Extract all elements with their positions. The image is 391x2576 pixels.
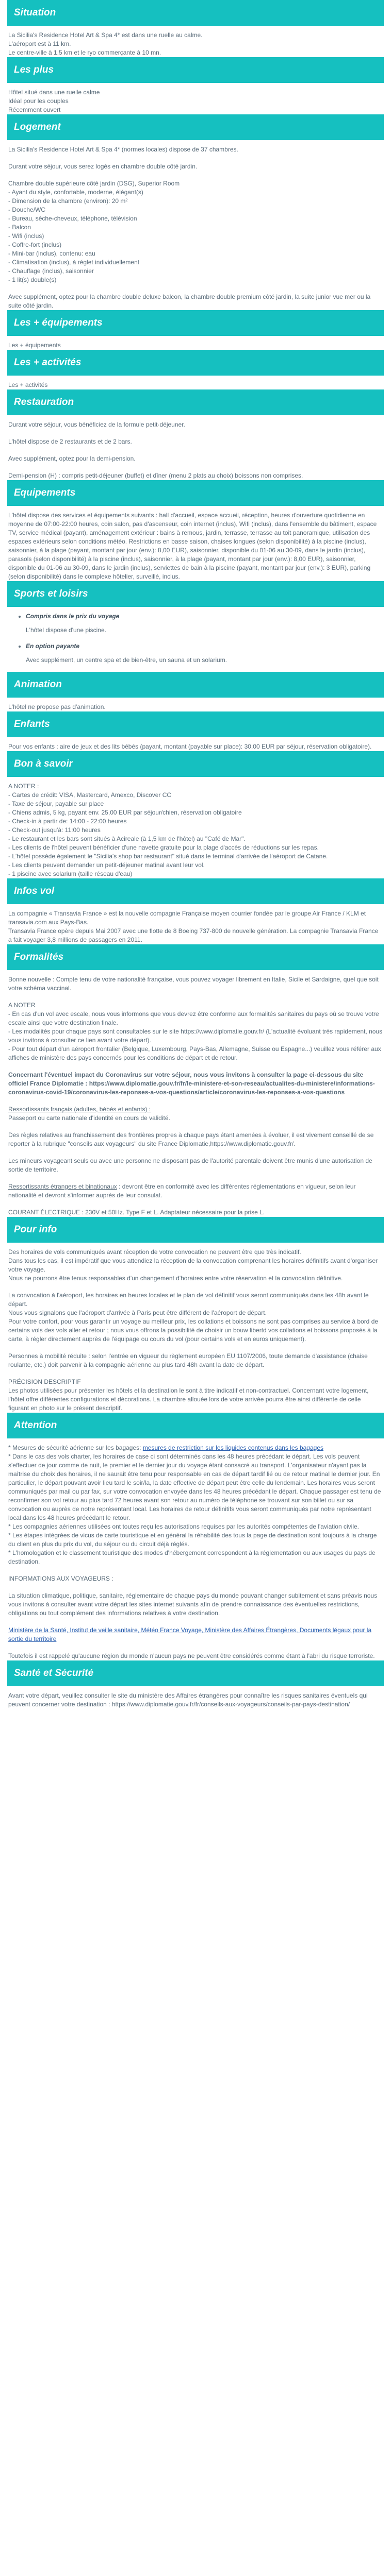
section-header-sante-et-securite: Santé et Sécurité	[7, 1660, 384, 1686]
section-infos-vol-text: Transavia France opère depuis Mai 2007 avec une flotte de 8 Boeing 737-800 de nouvelle génération. La compagnie Transavia France a fait voyager 3,8 millions de passagers en 2011.	[8, 927, 379, 943]
section-restauration-text: Demi-pension (H) : compris petit-déjeuner (buffet) et dîner (menu 2 plats au choix) boissons non comprises.	[8, 472, 303, 479]
section-bon-a-savoir-text: - L'hôtel possède également le "Sicilia's shop bar restaurant" situé dans le terminal d'arrivée de l'aéroport de Catane.	[8, 853, 328, 860]
section-situation-text: Le centre-ville à 1,5 km et le ryo commerçante à 10 mn.	[8, 49, 161, 56]
section-situation	[7, 0, 384, 57]
section-bon-a-savoir-text: A NOTER :	[8, 783, 39, 790]
section-attention-text: * Les étapes intégrées de vicus de carte touristique et en général la réhabilité des tous la page de destination sont toujours à la charge du client en plus du prix du vol, du séjour ou du circuit déjà réglés.	[8, 1532, 377, 1548]
section-animation-text: L'hôtel ne propose pas d'animation.	[8, 703, 106, 710]
section-bon-a-savoir-text: - Check-out jusqu'à: 11:00 heures	[8, 826, 101, 834]
section-formalites-text: Ressortissants français (adultes, bébés et enfants) :	[8, 1106, 151, 1113]
info-link[interactable]: Ministère de la Santé, Institut de veille sanitaire, Météo France Voyage, Ministère des Affaires Étrangères, Documents légaux pour la sortie du territoire	[8, 1626, 372, 1642]
section-header-les-plus: Les plus	[7, 57, 384, 83]
section-header-sports-et-loisirs: Sports et loisirs	[7, 581, 384, 607]
section-formalites-text: Concernant l'éventuel impact du Coronavirus sur votre séjour, nous vous invitons à consulter la page ci-dessous du site officiel France Diplomatie : https://www.diplomatie.gouv.fr/fr/le-ministere-et-son-reseau/actualites-du-ministere/informations-coronavirus-covid-19/coronavirus-les-reponses-a-vos-questions/article/coronavirus-les-reponses-a-vos-questions	[8, 1071, 375, 1096]
section-attention-text[interactable]: * Mesures de sécurité aérienne sur les bagages: mesures de restriction sur les liquides contenus dans les bagages	[8, 1444, 324, 1451]
section-les-plus-text: Hôtel situé dans une ruelle calme	[8, 89, 100, 96]
section-logement-text: - Mini-bar (inclus), contenu: eau	[8, 250, 95, 257]
section-enfants	[7, 711, 384, 751]
section-equipements	[7, 480, 384, 581]
section-les-equipements-text: Les + équipements	[8, 342, 61, 349]
section-logement-text: La Sicilia's Residence Hotel Art & Spa 4* (normes locales) dispose de 37 chambres.	[8, 146, 238, 153]
section-les-activites	[7, 350, 384, 389]
section-bon-a-savoir-text: - Le restaurant et les bars sont situés à Acireale (à 1,5 km de l'hôtel) au "Café de Mar".	[8, 835, 246, 842]
section-attention-text: Toutefois il est rappelé qu'aucune région du monde n'aucun pays ne peuvent être considérés comme étant à l'abri du risque terroriste.	[8, 1652, 375, 1659]
section-header-logement: Logement	[7, 114, 384, 140]
section-pour-info-text: Des horaires de vols communiqués avant réception de votre convocation ne peuvent être que très indicatif.	[8, 1248, 301, 1256]
list-item-label: • Compris dans le prix du voyage	[26, 613, 120, 620]
section-header-situation: Situation	[7, 0, 384, 26]
section-header-infos-vol: Infos vol	[7, 878, 384, 904]
section-attention-text: * L'homologation et le classement touristique des modes d'hébergement correspondent à la réglementation ou aux usages du pays de destination.	[8, 1549, 376, 1565]
section-restauration	[7, 389, 384, 480]
section-logement-text: - Balcon	[8, 224, 31, 231]
section-les-plus	[7, 57, 384, 114]
section-restauration-text: Avec supplément, optez pour la demi-pension.	[8, 455, 136, 462]
section-logement-text: - 1 lit(s) double(s)	[8, 276, 57, 283]
section-bon-a-savoir-text: - Taxe de séjour, payable sur place	[8, 800, 104, 807]
section-attention-text: * Dans le cas des vols charter, les horaires de case ci sont déterminés dans les 48 heures précédant le départ. Les vols peuvent s'effectuer de jour comme de nuit, le premier et le dernier jour du voyage étant consacré au transport. L'organisateur n'ayant pas la maîtrise du choix des horaires, il ne saurait être tenu pour responsable en cas de départ tardif lié ou de retour matinal le dernier jour. En particulier, le départ pouvant avoir lieu tard le soir/la, la date effective de départ peut être celle du lendemain. Les horaires vous seront communiqués par mail ou par fax, sur votre convocation envoyée dans les 48 heures précédant le départ. Chaque passager est tenu de reconfirmer son vol retour au plus tard 72 heures avant son retour au numéro de téléphone se trouvant sur son billet ou sur sa convocation ou auprès de notre représentant local. Les horaires de retour définitifs vous seront communiqués par notre représentant local dans les 48 heures précédant le retour.	[8, 1453, 381, 1521]
section-attention-text[interactable]	[7, 1626, 384, 1643]
section-animation	[7, 672, 384, 711]
list-item	[26, 642, 384, 665]
section-logement-text: - Chauffage (inclus), saisonnier	[8, 267, 94, 275]
section-logement-text: - Dimension de la chambre (environ): 20 m²	[8, 197, 128, 205]
section-formalites-text: - Pour tout départ d'un aéroport frontalier (Belgique, Luxembourg, Pays-Bas, Allemagne, Suisse ou Espagne...) veuillez vous référer aux affiches de ministère des pays concernés pour les conditions de départ et de retour.	[8, 1045, 381, 1061]
section-bon-a-savoir-text: - Cartes de crédit: VISA, Mastercard, Amexco, Discover CC	[8, 791, 172, 799]
section-sante-et-securite	[7, 1660, 384, 1709]
section-header-les-activites: Les + activités	[7, 350, 384, 376]
section-header-restauration: Restauration	[7, 389, 384, 415]
section-logement-text: - Wifi (inclus)	[8, 232, 44, 240]
section-equipements-text: L'hôtel dispose des services et équipements suivants : hall d'accueil, espace accueil, réception, heures d'ouverture quotidienne en moyenne de 07:00-22:00 heures, coin salon, pas d'ascenseur, coin internet (inclus), Wifi (inclus), dans l'ensemble du bâtiment, espace TV, service médical (payant), aménagement extérieur : bains à remous, jardin, terrasse, terrasse au toit panoramique, utilisation des espaces extérieurs selon conditions météo. Restrictions en basse saison, chaises longues (selon disponibilité) à la piscine (inclus), saisonnier, à la plage (payant, montant par jour (env.): 8,00 EUR), saisonnier, disponible du 01-06 au 30-09, dans le jardin (inclus), parasols (selon disponibilité) à la piscine (inclus), saisonnier, à la plage (payant, montant par jour (env.): 8,00 EUR), saisonnier, disponible du 01-06 au 30-09, dans le jardin (inclus), serviettes de bain à la piscine (payant, montant par jour (env.): 3 EUR), parking (selon disponibilité) dans le complexe hôtelier, surveillé, inclus.	[8, 512, 377, 580]
section-sports-et-loisirs	[7, 581, 384, 665]
section-bon-a-savoir-text: - Les clients de l'hôtel peuvent bénéficier d'une navette gratuite pour la plage d'accès de réductions sur les repas.	[8, 844, 319, 851]
section-enfants-text: Pour vos enfants : aire de jeux et des lits bébés (payant, montant (payable sur place): 30,00 EUR par séjour, réservation obligatoire).	[8, 743, 372, 750]
section-header-attention: Attention	[7, 1413, 384, 1438]
section-pour-info-text: PRÉCISION DESCRIPTIF	[8, 1378, 81, 1385]
section-formalites-text: Passeport ou carte nationale d'identité en cours de validité.	[8, 1114, 170, 1122]
section-pour-info-text: Dans tous les cas, il est impératif que vous attendiez la réception de la convocation comprenant les horaires définitifs avant d'organiser votre voyage.	[8, 1257, 378, 1273]
section-bon-a-savoir-text: - Les clients peuvent demander un petit-déjeuner matinal avant leur vol.	[8, 861, 205, 869]
section-header-pour-info: Pour info	[7, 1217, 384, 1243]
list-item-text: L'hôtel dispose d'une piscine.	[26, 626, 107, 634]
list-item-label: • En option payante	[26, 642, 80, 650]
section-bon-a-savoir	[7, 751, 384, 878]
section-pour-info	[7, 1217, 384, 1413]
section-attention	[7, 1413, 384, 1660]
section-situation-text: L'aéroport est à 11 km.	[8, 40, 71, 47]
section-formalites-text: Bonne nouvelle : Compte tenu de votre nationalité française, vous pouvez voyager librement en Italie, Sicile et Sardaigne, quel que soit votre schéma vaccinal.	[8, 976, 379, 992]
section-logement-text: - Douche/WC	[8, 206, 46, 213]
section-situation-text: La Sicilia's Residence Hotel Art & Spa 4* est dans une ruelle au calme.	[8, 31, 203, 39]
section-header-animation: Animation	[7, 672, 384, 698]
section-les-equipements	[7, 310, 384, 350]
list-item-text: Avec supplément, un centre spa et de bien-être, un sauna et un solarium.	[26, 656, 227, 664]
section-header-enfants: Enfants	[7, 711, 384, 737]
section-les-plus-text: Idéal pour les couples	[8, 97, 69, 105]
section-restauration-text: Durant votre séjour, vous bénéficiez de la formule petit-déjeuner.	[8, 421, 185, 428]
section-logement-text: - Ayant du style, confortable, moderne, élégant(s)	[8, 189, 143, 196]
section-pour-info-text: Pour votre confort, pour vous garantir un voyage au meilleur prix, les collations et boissons ne sont pas comprises au service à bord de certains vols des vols aller et retour ; nous vous offrons la possibilité de choisir un bouw libertd vos collations et boissons proposés à la carte, à régler directement auprès de l'équipage ou cours du vol (pour certains vols et en euros uniquement).	[8, 1318, 379, 1343]
section-header-bon-a-savoir: Bon à savoir	[7, 751, 384, 777]
section-logement-text: Durant votre séjour, vous serez logés en chambre double côté jardin.	[8, 163, 198, 170]
section-formalites-text: A NOTER	[8, 1002, 36, 1009]
section-infos-vol-text: La compagnie « Transavia France » est la nouvelle compagnie Française moyen courrier fondée par le groupe Air France / KLM et transavia.com aux Pays-Bas.	[8, 910, 366, 926]
section-les-activites-text: Les + activités	[8, 381, 48, 388]
section-logement-text: - Coffre-fort (inclus)	[8, 241, 62, 248]
section-les-plus-text: Récemment ouvert	[8, 106, 61, 113]
section-pour-info-text: Nous ne pourrons être tenus responsables d'un changement d'horaires entre votre réservation et la convocation définitive.	[8, 1275, 343, 1282]
section-formalites-text: - En cas d'un vol avec escale, nous vous informons que vous devrez être conforme aux formalités sanitaires du pays où se trouve votre escale ainsi que votre destination finale.	[8, 1010, 379, 1026]
section-header-formalites: Formalités	[7, 944, 384, 970]
section-pour-info-text: Personnes à mobilité réduite : selon l'entrée en vigueur du règlement européen EU 1107/2006, toute demande d'assistance (chaise roulante, etc.) doit parvenir à la compagnie aérienne au plus tard 48h avant la date de départ.	[8, 1352, 368, 1368]
section-restauration-text: L'hôtel dispose de 2 restaurants et de 2 bars.	[8, 438, 132, 445]
section-formalites-text: - Les modalités pour chaque pays sont consultables sur le site https://www.diplomatie.gouv.fr/ (L'actualité évoluant très rapidement, nous vous invitons à consulter ce lien avant votre départ).	[8, 1028, 383, 1044]
section-bon-a-savoir-text: - 1 piscine avec solarium (taille réseau d'eau)	[8, 870, 133, 877]
section-pour-info-text: Nous vous signalons que l'aéroport d'arrivée à Paris peut être différent de l'aéroport de départ.	[8, 1309, 267, 1316]
section-logement-text: Chambre double supérieure côté jardin (DSG), Superior Room	[8, 180, 180, 187]
section-logement-text: Avec supplément, optez pour la chambre double deluxe balcon, la chambre double premium côté jardin, la suite junior vue mer ou la suite côté jardin.	[8, 293, 371, 309]
section-header-les-equipements: Les + équipements	[7, 310, 384, 336]
section-logement-text: - Bureau, sèche-cheveux, téléphone, télévision	[8, 215, 137, 222]
section-header-equipements: Equipements	[7, 480, 384, 506]
list-item	[26, 612, 384, 635]
section-logement-text: - Climatisation (inclus), à réglet individuellement	[8, 259, 140, 266]
section-formalites-text: Des règles relatives au franchissement des frontières propres à chaque pays étant amenées à évoluer, il est vivement conseillé de se reporter à la rubrique "conseils aux voyageurs" du site France Diplomatie,https://www.diplomatie.gouv.fr/.	[8, 1131, 374, 1147]
section-logement	[7, 114, 384, 310]
section-formalites	[7, 944, 384, 1217]
section-sports-et-loisirs-list	[7, 612, 384, 665]
section-attention-text: La situation climatique, politique, sanitaire, réglementaire de chaque pays du monde pouvant changer subitement et sans préavis nous vous invitons à consulter avant votre départ les sites internet suivants afin de prendre connaissance des éventuelles restrictions, obligations ou tout complément des informations relatives à votre destination.	[8, 1592, 378, 1617]
section-attention-text: INFORMATIONS AUX VOYAGEURS :	[8, 1575, 113, 1582]
section-infos-vol	[7, 878, 384, 944]
section-attention-text: * Les compagnies aériennes utilisées ont toutes reçu les autorisations requises par les autorités compétentes de l'aviation civile.	[8, 1523, 359, 1530]
section-sante-et-securite-text: Avant votre départ, veuillez consulter le site du ministère des Affaires étrangères pour connaître les risques sanitaires éventuels qui peuvent concerner votre destination : https://www.diplomatie.gouv.fr/fr/conseils-aux-voyageurs/conseils-par-pays-destination/	[8, 1692, 368, 1708]
liquids-restriction-link[interactable]: mesures de restriction sur les liquides contenus dans les bagages	[142, 1444, 324, 1451]
section-formalites-text: COURANT ÉLECTRIQUE : 230V et 50Hz. Type F et L. Adaptateur nécessaire pour la prise L.	[8, 1209, 265, 1216]
section-bon-a-savoir-text: - Chiens admis, 5 kg, payant env. 25,00 EUR par séjour/chien, réservation obligatoire	[8, 809, 242, 816]
section-bon-a-savoir-text: - Check-in à partir de: 14:00 - 22:00 heures	[8, 818, 127, 825]
section-pour-info-text: Les photos utilisées pour présenter les hôtels et la destination le sont à titre indicatif et non-contractuel. Concernant votre logement, l'hôtel offre différentes configurations et décorations. La chambre allouée lors de votre arrivée pourra être ainsi différente de celle figurant en photo sur le présent descriptif.	[8, 1387, 369, 1412]
section-formalites-text: Les mineurs voyageant seuls ou avec une personne ne disposant pas de l'autorité parentale doivent être munis d'une autorisation de sortie de territoire.	[8, 1157, 372, 1173]
section-formalites-text: Ressortissants étrangers et binationaux : devront être en conformité avec les différentes réglementations en vigueur, selon leur nationalité et devront s'informer auprès de leur consulat.	[8, 1183, 356, 1199]
section-pour-info-text: La convocation à l'aéroport, les horaires en heures locales et le plan de vol définitif vous seront communiqués dans les 48h avant le départ.	[8, 1292, 369, 1308]
